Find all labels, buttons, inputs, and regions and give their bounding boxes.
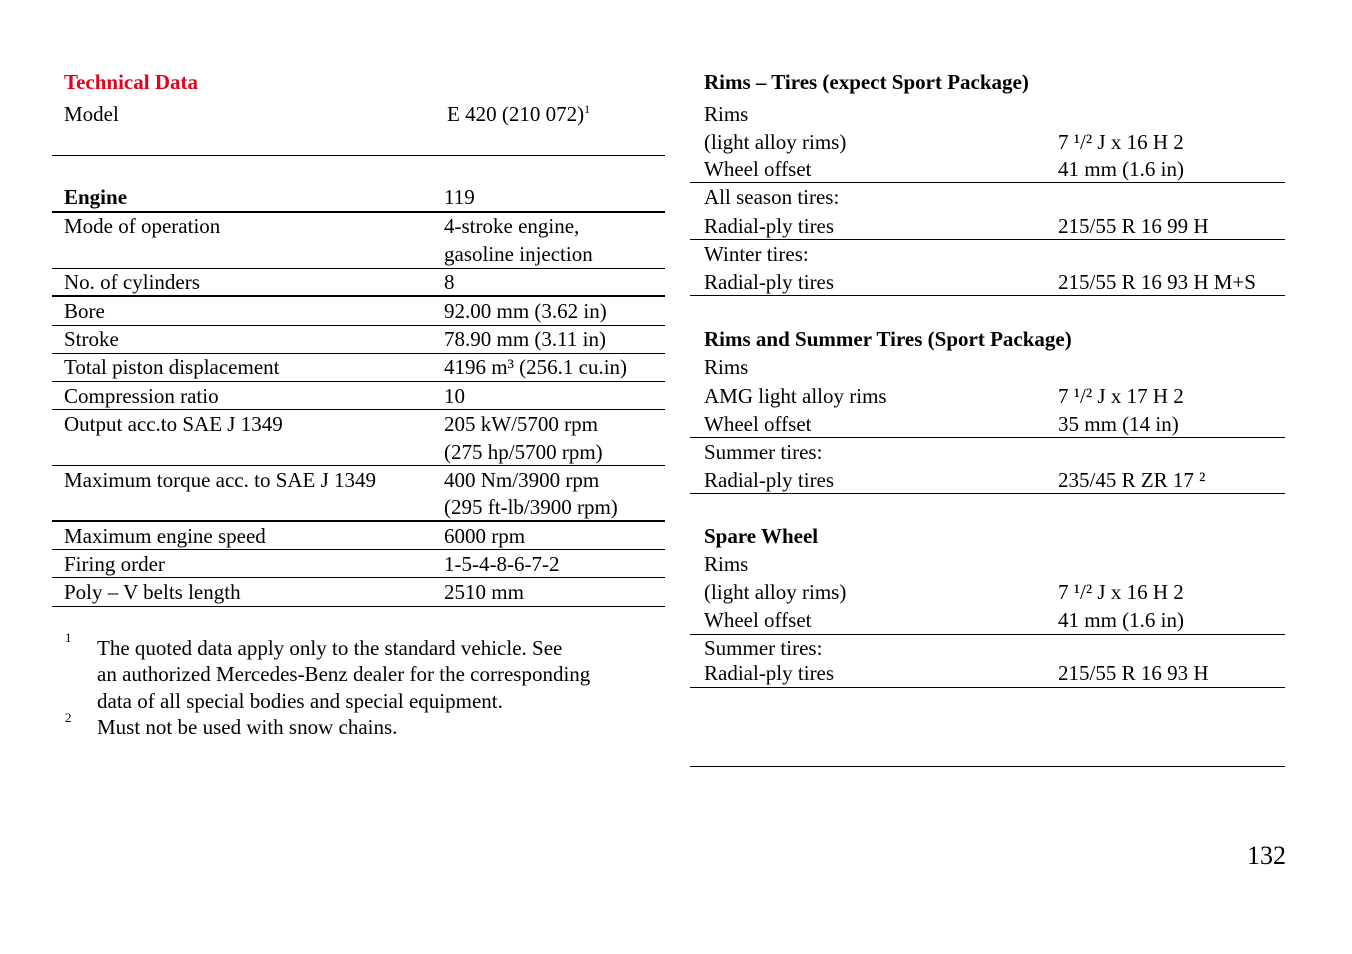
row-torque-value: 400 Nm/3900 rpm (444, 468, 600, 492)
amg-rims-label: AMG light alloy rims (704, 384, 887, 408)
winter-tires-label: Winter tires: (704, 242, 809, 266)
row-compression-value: 10 (444, 384, 465, 408)
row-bore-value: 92.00 mm (3.62 in) (444, 299, 607, 323)
footnote-mark-2: 2 (65, 710, 72, 725)
rim-type-value: 7 ¹/² J x 16 H 2 (1058, 580, 1184, 604)
row-firing-label: Firing order (64, 552, 165, 576)
row-belt-value: 2510 mm (444, 580, 524, 604)
row-bore-label: Bore (64, 299, 105, 323)
row-mode-value: 4-stroke engine, (444, 214, 580, 238)
row-torque-label: Maximum torque acc. to SAE J 1349 (64, 468, 377, 492)
amg-rims-value: 7 ¹/² J x 17 H 2 (1058, 384, 1184, 408)
divider (52, 606, 665, 607)
row-mode-value2: gasoline injection (444, 242, 593, 266)
bottom-rule (690, 766, 1285, 767)
row-stroke-value: 78.90 mm (3.11 in) (444, 327, 606, 351)
rim-type-label: (light alloy rims) (704, 130, 847, 154)
row-maxspeed-label: Maximum engine speed (64, 524, 266, 548)
rim-type-value: 7 ¹/² J x 16 H 2 (1058, 130, 1184, 154)
row-maxspeed-value: 6000 rpm (444, 524, 526, 548)
footnote-1-line-2: an authorized Mercedes-Benz dealer for the corresponding (97, 662, 591, 686)
divider (690, 295, 1285, 296)
row-cylinders-label: No. of cylinders (64, 270, 200, 294)
page-number: 132 (1247, 841, 1286, 870)
row-firing-value: 1-5-4-8-6-7-2 (444, 552, 560, 576)
model-value: E 420 (210 072)$^1$ (447, 102, 591, 126)
section-title-rims-tires: Rims – Tires (expect Sport Package) (704, 70, 1029, 94)
radial-tires-value: 215/55 R 16 93 H (1058, 661, 1209, 685)
winter-radial-label: Radial-ply tires (704, 270, 835, 294)
divider (690, 687, 1285, 688)
row-output-value2: (275 hp/5700 rpm) (444, 440, 603, 464)
rims-label: Rims (704, 552, 749, 576)
row-displacement-label: Total piston displacement (64, 355, 280, 379)
row-output-label: Output acc.to SAE J 1349 (64, 412, 283, 436)
summer-tires-label: Summer tires: (704, 440, 823, 464)
rims-label: Rims (704, 355, 749, 379)
wheel-offset-label: Wheel offset (704, 412, 812, 436)
footnote-mark-1: 1 (65, 630, 72, 645)
row-mode-label: Mode of operation (64, 214, 221, 238)
row-output-value: 205 kW/5700 rpm (444, 412, 598, 436)
radial-tires-value: 215/55 R 16 99 H (1058, 214, 1209, 238)
divider (52, 155, 665, 156)
model-label: Model (64, 102, 119, 126)
row-compression-label: Compression ratio (64, 384, 219, 408)
wheel-offset-value: 41 mm (1.6 in) (1058, 157, 1184, 181)
rims-label: Rims (704, 102, 749, 126)
section-title-sport-package: Rims and Summer Tires (Sport Package) (704, 327, 1072, 351)
radial-tires-label: Radial-ply tires (704, 468, 835, 492)
radial-tires-label: Radial-ply tires (704, 214, 835, 238)
wheel-offset-value: 35 mm (14 in) (1058, 412, 1179, 436)
radial-tires-label: Radial-ply tires (704, 661, 835, 685)
radial-tires-value: 235/45 R ZR 17 ² (1058, 468, 1206, 492)
row-belt-label: Poly – V belts length (64, 580, 241, 604)
wheel-offset-label: Wheel offset (704, 608, 812, 632)
row-torque-value2: (295 ft-lb/3900 rpm) (444, 495, 618, 519)
rim-type-label: (light alloy rims) (704, 580, 847, 604)
winter-radial-value: 215/55 R 16 93 H M+S (1058, 270, 1256, 294)
row-engine-label: Engine (64, 185, 128, 209)
footnote-1-line-1: The quoted data apply only to the standard vehicle. See (97, 636, 563, 660)
divider (690, 493, 1285, 494)
section-title-spare-wheel: Spare Wheel (704, 524, 819, 548)
row-stroke-label: Stroke (64, 327, 119, 351)
footnote-2-line-1: Must not be used with snow chains. (97, 715, 398, 739)
row-cylinders-value: 8 (444, 270, 455, 294)
footnote-1-line-3: data of all special bodies and special equipment. (97, 689, 503, 713)
wheel-offset-value: 41 mm (1.6 in) (1058, 608, 1184, 632)
summer-tires-label: Summer tires: (704, 636, 823, 660)
section-title-technical-data: Technical Data (64, 70, 198, 94)
row-engine-value: 119 (444, 185, 475, 209)
wheel-offset-label: Wheel offset (704, 157, 812, 181)
row-displacement-value: 4196 m³ (256.1 cu.in) (444, 355, 628, 379)
all-season-label: All season tires: (704, 185, 840, 209)
